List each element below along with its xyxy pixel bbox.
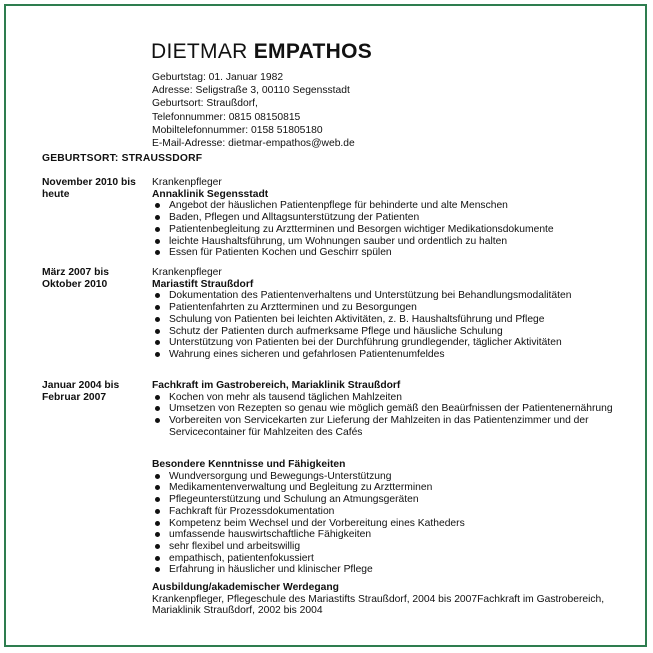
entry-date: Januar 2004 bis Februar 2007 [42, 380, 120, 403]
employer: Mariastift Straußdorf [152, 278, 254, 290]
list-item: Pflegeunterstützung und Schulung an Atmungsgeräten [152, 494, 622, 506]
first-name: DIETMAR [151, 40, 248, 63]
job-title: Krankenpfleger [152, 267, 222, 278]
list-item: Wundversorgung und Bewegungs-Unterstützung [152, 471, 622, 483]
skills-list [152, 471, 622, 576]
education-heading: Ausbildung/akademischer Werdegang [152, 582, 339, 593]
task-list [152, 200, 622, 259]
list-item: leichte Haushaltsführung, um Wohnungen sauber und ordentlich zu halten [152, 236, 622, 248]
email-line: E-Mail-Adresse: dietmar-empathos@web.de [152, 138, 355, 150]
list-item: Wahrung eines sicheren und gefahrlosen Patientenumfeldes [152, 349, 622, 361]
contact-block [152, 71, 355, 150]
list-item: empathisch, patientenfokussiert [152, 553, 622, 565]
mobile-line: Mobiltelefonnummer: 0158 51805180 [152, 124, 323, 136]
task-list [152, 290, 622, 360]
job-title: Fachkraft im Gastrobereich, Mariaklinik Straußdorf [152, 380, 401, 391]
entry-body [152, 380, 622, 439]
phone-line: Telefonnummer: 0815 08150815 [152, 111, 301, 123]
list-item: Kochen von mehr als tausend täglichen Mahlzeiten [152, 392, 622, 404]
list-item: Kompetenz beim Wechsel und der Vorbereitung eines Katheders [152, 518, 622, 530]
list-item: Dokumentation des Patientenverhaltens und Unterstützung bei Behandlungsmodalitäten [152, 290, 622, 302]
list-item: Baden, Pflegen und Alltagsunterstützung der Patienten [152, 212, 622, 224]
section-heading: GEBURTSORT: STRAUSSDORF [42, 153, 203, 164]
list-item: Schulung von Patienten bei leichten Aktivitäten, z. B. Haushaltsführung und Pflege [152, 314, 622, 326]
education-text: Krankenpfleger, Pflegeschule des Mariastifts Straußdorf, 2004 bis 2007Fachkraft im Gastrobereich, Mariaklinik Straußdorf, 2002 bis 2004 [152, 593, 605, 617]
skills-section [152, 459, 622, 576]
job-title: Krankenpfleger [152, 177, 222, 188]
list-item: Schutz der Patienten durch aufmerksame Pflege und häusliche Schulung [152, 326, 622, 338]
list-item: Umsetzen von Rezepten so genau wie möglich gemäß den Beaürfnissen der Patientenernährung [152, 403, 622, 415]
entry-body [152, 267, 622, 361]
list-item: sehr flexibel und arbeitswillig [152, 541, 622, 553]
birthday-line: Geburtstag: 01. Januar 1982 [152, 72, 284, 83]
entry-body [152, 177, 622, 259]
last-name: EMPATHOS [253, 40, 373, 63]
list-item: Essen für Patienten Kochen und Geschirr spülen [152, 247, 622, 259]
list-item: Unterstützung von Patienten bei der Durchführung grundlegender, täglicher Aktivitäten [152, 337, 622, 349]
entry-date: November 2010 bis heute [42, 177, 136, 200]
list-item: Fachkraft für Prozessdokumentation [152, 506, 622, 518]
list-item: Medikamentenverwaltung und Begleitung zu Arztterminen [152, 482, 622, 494]
list-item: Patientenfahrten zu Arztterminen und zu Besorgungen [152, 302, 622, 314]
birthplace-line: Geburtsort: Straußdorf, [152, 98, 258, 110]
task-list [152, 392, 622, 439]
address-line: Adresse: Seligstraße 3, 00110 Segensstadt [152, 85, 350, 97]
entry-date: März 2007 bis Oktober 2010 [42, 267, 109, 290]
list-item: Vorbereiten von Servicekarten zur Lieferung der Mahlzeiten in das Patientenzimmer und der Servicecontainer für Mahlzeiten des Cafés [152, 415, 622, 438]
list-item: umfassende hauswirtschaftliche Fähigkeiten [152, 529, 622, 541]
list-item: Patientenbegleitung zu Arztterminen und Besorgen wichtiger Medikationsdokumente [152, 224, 622, 236]
skills-heading: Besondere Kenntnisse und Fähigkeiten [152, 459, 346, 470]
employer: Annaklinik Segensstadt [152, 188, 269, 200]
list-item: Angebot der häuslichen Patientenpflege für behinderte und alte Menschen [152, 200, 622, 212]
education-section [152, 582, 622, 617]
list-item: Erfahrung in häuslicher und klinischer Pflege [152, 564, 622, 576]
applicant-name [151, 40, 372, 64]
